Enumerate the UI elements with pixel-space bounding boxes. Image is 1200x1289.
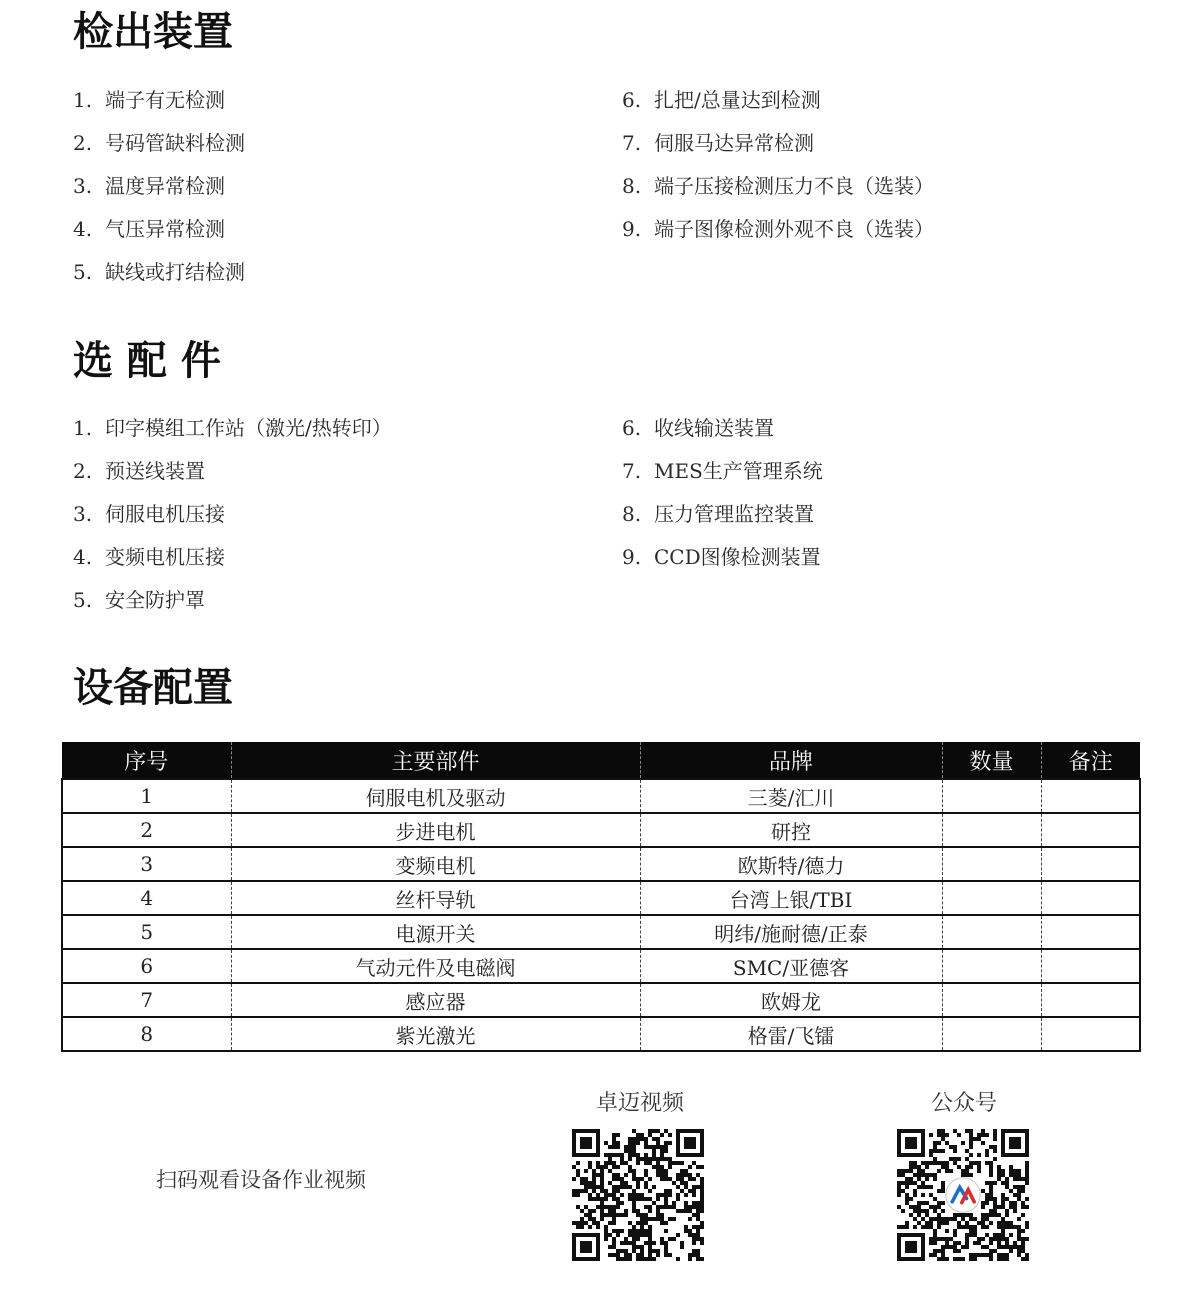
- options-list-left: [73, 407, 392, 622]
- table-row: 4 丝杆导轨 台湾上银/TBI: [62, 881, 1140, 915]
- list-item: 6. 扎把/总量达到检测: [622, 88, 821, 112]
- header-note: 备注: [1041, 742, 1140, 779]
- header-no: 序号: [62, 742, 231, 779]
- detection-list-right: [622, 79, 934, 251]
- list-item: 1. 印字模组工作站（激光/热转印）: [73, 416, 392, 440]
- list-item: 1. 端子有无检测: [73, 88, 225, 112]
- list-item: 7. MES生产管理系统: [622, 459, 823, 483]
- list-item: 6. 收线输送装置: [622, 416, 774, 440]
- qr-wechat-caption: 公众号: [930, 1091, 997, 1116]
- table-row: 3 变频电机 欧斯特/德力: [62, 847, 1140, 881]
- list-item: 3. 温度异常检测: [73, 174, 225, 198]
- table-row: 1 伺服电机及驱动 三菱/汇川: [62, 779, 1140, 813]
- list-item: 2. 号码管缺料检测: [73, 131, 245, 155]
- table-row: 8 紫光激光 格雷/飞镭: [62, 1017, 1140, 1051]
- table-row: 2 步进电机 研控: [62, 813, 1140, 847]
- scan-instruction: 扫码观看设备作业视频: [156, 1168, 366, 1192]
- list-item: 7. 伺服马达异常检测: [622, 131, 814, 155]
- table-row: 6 气动元件及电磁阀 SMC/亚德客: [62, 949, 1140, 983]
- config-table: [61, 742, 1141, 1052]
- qr-code-icon[interactable]: [572, 1129, 704, 1261]
- header-qty: 数量: [942, 742, 1041, 779]
- list-item: 4. 变频电机压接: [73, 545, 225, 569]
- list-item: 8. 压力管理监控装置: [622, 502, 814, 526]
- section-title-options: 选 配 件: [73, 338, 221, 384]
- table-header-row: [62, 742, 1140, 779]
- list-item: 8. 端子压接检测压力不良（选装）: [622, 174, 934, 198]
- table-row: 5 电源开关 明纬/施耐德/正泰: [62, 915, 1140, 949]
- qr-video-caption: 卓迈视频: [595, 1091, 684, 1116]
- list-item: 2. 预送线装置: [73, 459, 205, 483]
- list-item: 9. 端子图像检测外观不良（选装）: [622, 217, 934, 241]
- list-item: 4. 气压异常检测: [73, 217, 225, 241]
- header-part: 主要部件: [231, 742, 640, 779]
- list-item: 5. 缺线或打结检测: [73, 260, 245, 284]
- options-list-right: [622, 407, 823, 579]
- qr-code-icon[interactable]: [897, 1129, 1029, 1261]
- section-title-detection: 检出装置: [73, 9, 233, 55]
- list-item: 3. 伺服电机压接: [73, 502, 225, 526]
- detection-list-left: [73, 79, 245, 294]
- section-title-config: 设备配置: [73, 665, 233, 711]
- list-item: 9. CCD图像检测装置: [622, 545, 821, 569]
- brand-logo-icon: [946, 1178, 980, 1212]
- list-item: 5. 安全防护罩: [73, 588, 205, 612]
- table-row: 7 感应器 欧姆龙: [62, 983, 1140, 1017]
- header-brand: 品牌: [640, 742, 942, 779]
